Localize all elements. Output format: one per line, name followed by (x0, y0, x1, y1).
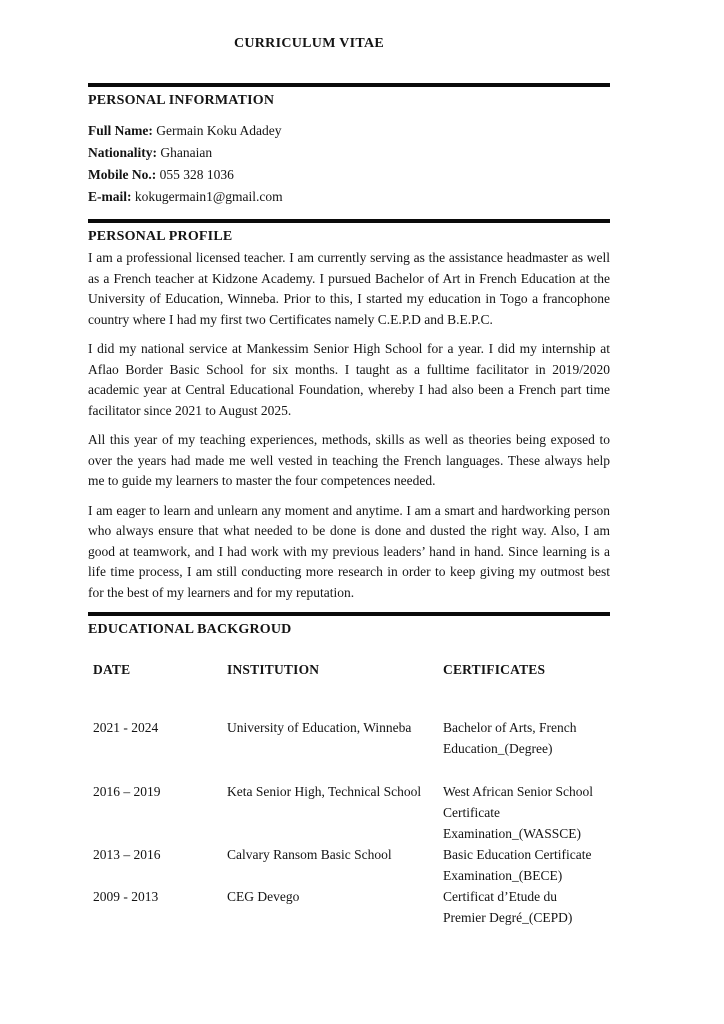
education-row (93, 886, 610, 928)
profile-paragraph: I did my national service at Mankessim Senior High School for a year. I did my internship at Aflao Border Basic School for six months. I taught as a fulltime facilitator in 2019/2020 academic year at Central Educational Foundation, whereby I had also been a French part time facilitator since 2021 to August 2025. (88, 341, 610, 418)
personal-profile-body (88, 248, 610, 603)
profile-paragraph: I am a professional licensed teacher. I am currently serving as the assistance headmaster as well as a French teacher at Kidzone Academy. I pursued Bachelor of Art in French Education at the University of Education, Winneba. Prior to this, I started my education in Togo a francophone country where I had my first two Certificates namely C.E.P.D and B.E.P.C. (88, 250, 610, 327)
section-personal-information (88, 90, 610, 208)
education-certificate: Basic Education Certificate Examination_(BECE) (443, 847, 592, 883)
education-row (93, 717, 610, 759)
education-certificate: Certificat d’Etude du Premier Degré_(CEPD) (443, 889, 573, 925)
education-date: 2021 - 2024 (93, 720, 159, 735)
field-label: Mobile No.: (88, 167, 157, 182)
educational-background-heading: EDUCATIONAL BACKGROUD (88, 622, 292, 637)
education-institution: Calvary Ransom Basic School (227, 847, 392, 862)
field-label: E-mail: (88, 189, 132, 204)
field-email (88, 186, 610, 208)
education-table-header (93, 659, 610, 680)
field-value: Ghanaian (160, 145, 213, 160)
education-certificate: West African Senior School Certificate Examination_(WASSCE) (443, 784, 594, 841)
education-institution: University of Education, Winneba (227, 720, 412, 735)
personal-profile-heading: PERSONAL PROFILE (88, 229, 233, 244)
education-certificate: Bachelor of Arts, French Education_(Degree) (443, 720, 577, 756)
field-nationality (88, 142, 610, 164)
section-educational-background (88, 619, 610, 928)
field-value: kokugermain1@gmail.com (134, 189, 283, 204)
profile-paragraph: I am eager to learn and unlearn any moment and anytime. I am a smart and hardworking person who always ensure that what needed to be done is done and dusted the right way. Also, I am good at teamwork, and I had work with my previous leaders’ hand in hand. Since learning is a life time process, I am still conducting more research in order to keep giving my outmost best for the best of my learners and for my reputation. (88, 502, 610, 600)
document-title: CURRICULUM VITAE (233, 36, 385, 51)
field-label: Full Name: (88, 123, 153, 138)
field-label: Nationality: (88, 145, 157, 160)
personal-information-fields (88, 120, 610, 208)
education-date: 2013 – 2016 (93, 847, 161, 862)
column-header-certificates: CERTIFICATES (443, 662, 546, 677)
education-date: 2009 - 2013 (93, 889, 159, 904)
education-row (93, 781, 610, 844)
field-value: Germain Koku Adadey (156, 123, 282, 138)
column-header-institution: INSTITUTION (227, 662, 320, 677)
profile-paragraph: All this year of my teaching experiences, methods, skills as well as theories being exposed to over the years had made me well vested in teaching the French languages. These always help me to guide my learners to master the four competences needed. (88, 432, 610, 488)
field-full-name (88, 120, 610, 142)
education-date: 2016 – 2019 (93, 784, 161, 799)
education-institution: CEG Devego (227, 889, 300, 904)
section-divider (88, 219, 610, 223)
education-institution: Keta Senior High, Technical School (227, 784, 422, 799)
section-divider (88, 83, 610, 87)
document-content (88, 0, 610, 928)
field-mobile (88, 164, 610, 186)
personal-information-heading: PERSONAL INFORMATION (88, 93, 275, 108)
section-divider (88, 612, 610, 616)
education-row (93, 844, 610, 886)
education-table (88, 659, 610, 928)
section-personal-profile (88, 226, 610, 603)
column-header-date: DATE (93, 662, 131, 677)
field-value: 055 328 1036 (159, 167, 234, 182)
